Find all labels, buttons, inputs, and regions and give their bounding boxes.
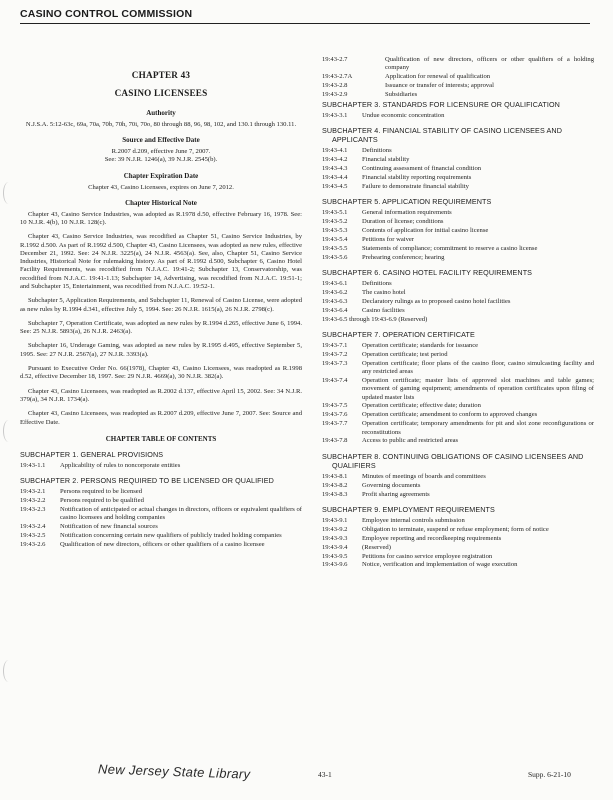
toc-entry <box>322 112 594 120</box>
toc-entry <box>322 218 594 226</box>
source-line: See: 39 N.J.R. 1246(a), 39 N.J.R. 2545(b). <box>104 156 218 164</box>
toc-entry <box>322 165 594 173</box>
section-title: Employee internal controls submission <box>362 516 465 524</box>
section-number: 19:43-4.2 <box>322 156 348 164</box>
section-title: Persons required to be licensed <box>60 488 143 496</box>
historical-note-paragraph: Pursuant to Executive Order No. 66(1978), Chapter 43, Casino Licensees, was readopted as R.1998 d.52, effective December 18, 1997. See: 29 N.J.R. 4669(a), 30 N.J.R. 382(a). <box>20 365 302 381</box>
section-title: Subsidiaries <box>385 90 418 98</box>
toc-entry <box>20 488 302 496</box>
chapter-title: CASINO LICENSEES <box>114 87 208 98</box>
left-column <box>20 56 302 550</box>
section-number: 19:43-2.4 <box>20 523 46 531</box>
section-title: Operation certificate; floor plans of the casino floor, casino simulcasting facility and any restricted areas <box>362 359 594 376</box>
section-title: Issuance or transfer of interests; approval <box>385 82 494 90</box>
subchapter-heading: SUBCHAPTER 5. APPLICATION REQUIREMENTS <box>322 197 492 207</box>
toc-entry <box>322 174 594 182</box>
toc-entry <box>322 156 594 164</box>
historical-note <box>20 211 302 427</box>
section-number: 19:43-3.1 <box>322 111 348 119</box>
section-number: 19:43-6.1 <box>322 280 348 288</box>
section-number: 19:43-5.1 <box>322 209 348 217</box>
toc-entry <box>322 473 594 481</box>
toc-entry <box>20 532 302 540</box>
subchapter-heading: SUBCHAPTER 9. EMPLOYMENT REQUIREMENTS <box>322 504 495 514</box>
historical-note-paragraph: Subchapter 16, Underage Gaming, was adopted as new rules by R.1995 d.495, effective September 5, 1995. See: 27 N.J.R. 2567(a), 27 N.J.R. 3393(a). <box>20 342 302 358</box>
right-column <box>322 56 594 570</box>
section-number: 19:43-4.4 <box>322 174 348 182</box>
expiration-text: Chapter 43, Casino Licensees, expires on June 7, 2012. <box>88 183 234 191</box>
library-stamp: New Jersey State Library <box>97 761 251 782</box>
section-title: Obligation to terminate, suspend or refuse employment; form of notice <box>362 525 549 533</box>
subchapter-heading: SUBCHAPTER 6. CASINO HOTEL FACILITY REQUIREMENTS <box>322 268 533 278</box>
section-title: Duration of license; conditions <box>362 218 444 226</box>
toc-entry <box>322 437 594 445</box>
section-number: 19:43-7.4 <box>322 376 348 384</box>
section-number: 19:43-2.6 <box>20 540 46 548</box>
authority-heading: Authority <box>146 109 176 118</box>
toc-entry <box>20 523 302 531</box>
toc-entry <box>20 541 302 549</box>
section-title: Statements of compliance; commitment to reserve a casino license <box>362 244 538 252</box>
section-number: 19:43-7.3 <box>322 359 348 367</box>
section-number: 19:43-9.3 <box>322 534 348 542</box>
punch-hole-mark <box>3 182 14 204</box>
section-number: 19:43-1.1 <box>20 461 46 469</box>
historical-note-paragraph: Chapter 43, Casino Licensees, was readopted as R.2007 d.209, effective June 7, 2007. See: Source and Effective Date. <box>20 410 302 426</box>
punch-hole-mark <box>3 660 14 682</box>
toc-entry <box>322 535 594 543</box>
historical-note-paragraph: Subchapter 7, Operation Certificate, was adopted as new rules by R.1994 d.265, effective June 6, 1994. See: 25 N.J.R. 5893(a), 26 N.J.R. 2463(a). <box>20 319 302 336</box>
section-number: 19:43-5.2 <box>322 218 348 226</box>
section-number: 19:43-9.6 <box>322 561 348 569</box>
toc-entry <box>322 183 594 191</box>
toc-entry <box>322 73 594 81</box>
section-title: Applicability of rules to noncorporate entities <box>60 461 181 469</box>
section-number: 19:43-4.5 <box>322 182 348 190</box>
toc-entry <box>322 227 594 235</box>
toc-entry <box>322 420 594 437</box>
section-title: Qualification of new directors, officers or other qualifiers of a casino licensee <box>60 540 265 548</box>
toc-entry <box>322 280 594 288</box>
section-title: Qualification of new directors, officers or other qualifiers of a holding company <box>385 56 594 72</box>
section-number: 19:43-8.3 <box>322 490 348 498</box>
section-number: 19:43-6.3 <box>322 297 348 305</box>
section-number: 19:43-2.7 <box>322 56 348 63</box>
section-title: Contents of application for initial casino license <box>362 227 489 235</box>
toc-continued-sections <box>322 56 594 99</box>
section-number: 19:43-5.6 <box>322 253 348 261</box>
toc-entry <box>322 298 594 306</box>
section-title: Definitions <box>362 147 392 155</box>
section-number: 19:43-9.1 <box>322 516 348 524</box>
section-title: Notice, verification and implementation of wage execution <box>362 561 518 569</box>
toc-entry <box>322 209 594 217</box>
section-number: 19:43-5.4 <box>322 235 348 243</box>
section-title: Failure to demonstrate financial stability <box>362 182 469 190</box>
section-title: Prehearing conference; hearing <box>362 253 445 261</box>
toc-entry <box>322 56 594 73</box>
subchapter-heading: SUBCHAPTER 1. GENERAL PROVISIONS <box>20 449 164 459</box>
section-title: Notification of new financial sources <box>60 523 158 531</box>
section-title: Operation certificate; test period <box>362 350 448 358</box>
toc-entry <box>20 462 302 470</box>
subchapter-heading: SUBCHAPTER 3. STANDARDS FOR LICENSURE OR QUALIFICATION <box>322 99 560 109</box>
section-title: Persons required to be qualified <box>60 496 144 504</box>
section-number: 19:43-7.7 <box>322 420 348 428</box>
section-number: 19:43-2.3 <box>20 505 46 513</box>
section-title: Definitions <box>362 280 392 288</box>
toc-entry <box>322 236 594 244</box>
toc-entry <box>322 91 594 99</box>
historical-note-paragraph: Subchapter 5, Application Requirements, and Subchapter 11, Renewal of Casino License, were adopted as new rules by R.1994 d.341, effective July 5, 1994. See: 26 N.J.R. 1615(a), 26 N.J.R. 2798(c). <box>20 297 302 313</box>
section-title: Notification of anticipated or actual changes in directors, officers or equivalent qualifiers of casino licensees and holding companies <box>60 505 302 522</box>
historical-note-paragraph: Chapter 43, Casino Licensees, was readopted as R.2002 d.137, effective April 15, 2002. See: 34 N.J.R. 379(a), 34 N.J.R. 1734(a). <box>20 387 302 403</box>
page-number: 43-1 <box>318 770 332 779</box>
section-title: Casino facilities <box>362 306 405 314</box>
section-number: 19:43-6.4 <box>322 306 348 314</box>
section-number: 19:43-7.2 <box>322 350 348 358</box>
section-number: 19:43-5.5 <box>322 244 348 252</box>
section-number: 19:43-9.5 <box>322 552 348 560</box>
section-title: Operation certificate; standards for issuance <box>362 342 479 349</box>
subchapter-heading: SUBCHAPTER 4. FINANCIAL STABILITY OF CASINO LICENSEES AND APPLICANTS <box>322 126 563 145</box>
toc-entry <box>322 482 594 490</box>
toc-entry: 19:43-6.5 through 19:43-6.9 (Reserved) <box>322 315 428 323</box>
section-title: The casino hotel <box>362 288 406 296</box>
subchapter-heading: SUBCHAPTER 7. OPERATION CERTIFICATE <box>322 329 475 339</box>
toc-entry <box>322 411 594 419</box>
section-number: 19:43-7.1 <box>322 342 348 349</box>
supplement-date: Supp. 6-21-10 <box>528 770 571 779</box>
toc-entry <box>322 254 594 262</box>
section-title: Profit sharing agreements <box>362 490 430 498</box>
section-title: Continuing assessment of financial condition <box>362 165 482 173</box>
section-number: 19:43-7.5 <box>322 402 348 410</box>
toc-entry <box>322 342 594 350</box>
toc-left <box>20 450 302 549</box>
section-title: Declaratory rulings as to proposed casino hotel facilities <box>362 297 511 305</box>
section-title: Petitions for casino service employee registration <box>362 552 493 560</box>
section-number: 19:43-6.2 <box>322 288 348 296</box>
toc-entry <box>322 147 594 155</box>
section-number: 19:43-2.9 <box>322 90 348 98</box>
toc-entry <box>322 360 594 377</box>
section-title: Operation certificate; effective date; duration <box>362 402 481 410</box>
historical-note-paragraph: Chapter 43, Casino Service Industries, was recodified as Chapter 51, Casino Service Industries, by R.1992 d.500. As part of R.1992 d.500, Chapter 43, Casino Licensees, was adopted as new rules, effective December 21, 1992. See: 24 N.J.R. 3225(a), 24 N.J.R. 4563(a). See, also, Chapter 51, Casino Service Industries, Historical Note for rulemaking history. As part of R.1992 d.500, Subchapter 6, Casino Hotel Facility Requirements, was recodified from N.J.A.C. 19:41-2; Subchapter 13, Conservatorship, was recodified from N.J.A.C. 19:41-1.13; Subchapter 14, Advertising, was recodified from N.J.A.C. 19:51-1; and Subchapter 15, Entertainment, was recodified from N.J.A.C. 19:52-1. <box>20 233 302 290</box>
section-title: Financial stability <box>362 156 410 164</box>
section-title: Operation certificate; master lists of approved slot machines and table games; movement of gaming equipment; amendments of operation certificates upon filing of updated master lists <box>362 376 594 401</box>
toc-entry <box>322 491 594 499</box>
section-title: Minutes of meetings of boards and committees <box>362 472 486 480</box>
historical-note-paragraph: Chapter 43, Casino Service Industries, was adopted as R.1978 d.50, effective February 16, 1978. See: 10 N.J.R. 4(b), 10 N.J.R. 128(c). <box>20 210 302 226</box>
toc-entry <box>322 377 594 402</box>
section-number: 19:43-2.8 <box>322 82 348 90</box>
section-number: 19:43-2.1 <box>20 488 46 496</box>
section-title: Operation certificate; temporary amendments for pit and slot zone reconfigurations or reconstitutions <box>362 420 594 436</box>
toc-entry <box>322 289 594 297</box>
toc-entry <box>322 517 594 525</box>
section-title: Notification concerning certain new qualifiers of publicly traded holding companies <box>60 531 282 539</box>
toc-entry <box>322 351 594 359</box>
section-number: 19:43-2.7A <box>322 73 353 81</box>
section-title: Application for renewal of qualification <box>385 73 491 81</box>
toc-entry <box>322 553 594 561</box>
section-number: 19:43-7.6 <box>322 411 348 419</box>
source-line: R.2007 d.209, effective June 7, 2007. <box>111 148 211 156</box>
section-number: 19:43-5.3 <box>322 227 348 235</box>
toc-entry <box>322 402 594 410</box>
section-title: General information requirements <box>362 209 452 217</box>
toc-entry <box>322 245 594 253</box>
section-title: Governing documents <box>362 481 421 489</box>
section-number: 19:43-4.1 <box>322 147 348 155</box>
section-title: Access to public and restricted areas <box>362 437 459 445</box>
section-title: Petitions for waiver <box>362 235 415 243</box>
historical-note-heading: Chapter Historical Note <box>125 198 197 207</box>
section-number: 19:43-9.2 <box>322 525 348 533</box>
section-title: Undue economic concentration <box>362 111 445 119</box>
section-number: 19:43-8.1 <box>322 472 348 480</box>
toc-entry <box>20 497 302 505</box>
section-number: 19:43-2.5 <box>20 531 46 539</box>
toc-entry <box>322 526 594 534</box>
punch-hole-mark <box>3 420 14 442</box>
subchapter-heading: SUBCHAPTER 2. PERSONS REQUIRED TO BE LICENSED OR QUALIFIED <box>20 476 274 486</box>
expiration-heading: Chapter Expiration Date <box>123 171 199 180</box>
toc-entry <box>322 307 594 315</box>
toc-entry <box>322 544 594 552</box>
chapter-number: CHAPTER 43 <box>131 70 191 80</box>
toc-entry <box>20 506 302 523</box>
source-heading: Source and Effective Date <box>122 136 200 145</box>
section-title: Operation certificate; amendment to conform to approved changes <box>362 411 538 419</box>
toc-entry <box>322 82 594 90</box>
section-number: 19:43-2.2 <box>20 496 46 504</box>
section-title: Financial stability reporting requirements <box>362 174 472 182</box>
section-number: 19:43-4.3 <box>322 165 348 173</box>
toc-right <box>322 100 594 570</box>
section-number: 19:43-9.4 <box>322 543 348 551</box>
subchapter-heading: SUBCHAPTER 8. CONTINUING OBLIGATIONS OF CASINO LICENSEES AND QUALIFIERS <box>322 451 584 470</box>
section-number: 19:43-7.8 <box>322 437 348 445</box>
section-title: Employee reporting and recordkeeping requirements <box>362 534 502 542</box>
authority-text: N.J.S.A. 5:12-63c, 69a, 70a, 70b, 70h, 70i, 70o, 80 through 88, 96, 98, 102, and 130.1 through 130.11. <box>25 121 297 128</box>
section-title: (Reserved) <box>362 543 391 551</box>
section-number: 19:43-8.2 <box>322 481 348 489</box>
toc-entry <box>322 561 594 569</box>
running-header: CASINO CONTROL COMMISSION <box>20 8 590 24</box>
toc-heading: CHAPTER TABLE OF CONTENTS <box>105 434 217 443</box>
